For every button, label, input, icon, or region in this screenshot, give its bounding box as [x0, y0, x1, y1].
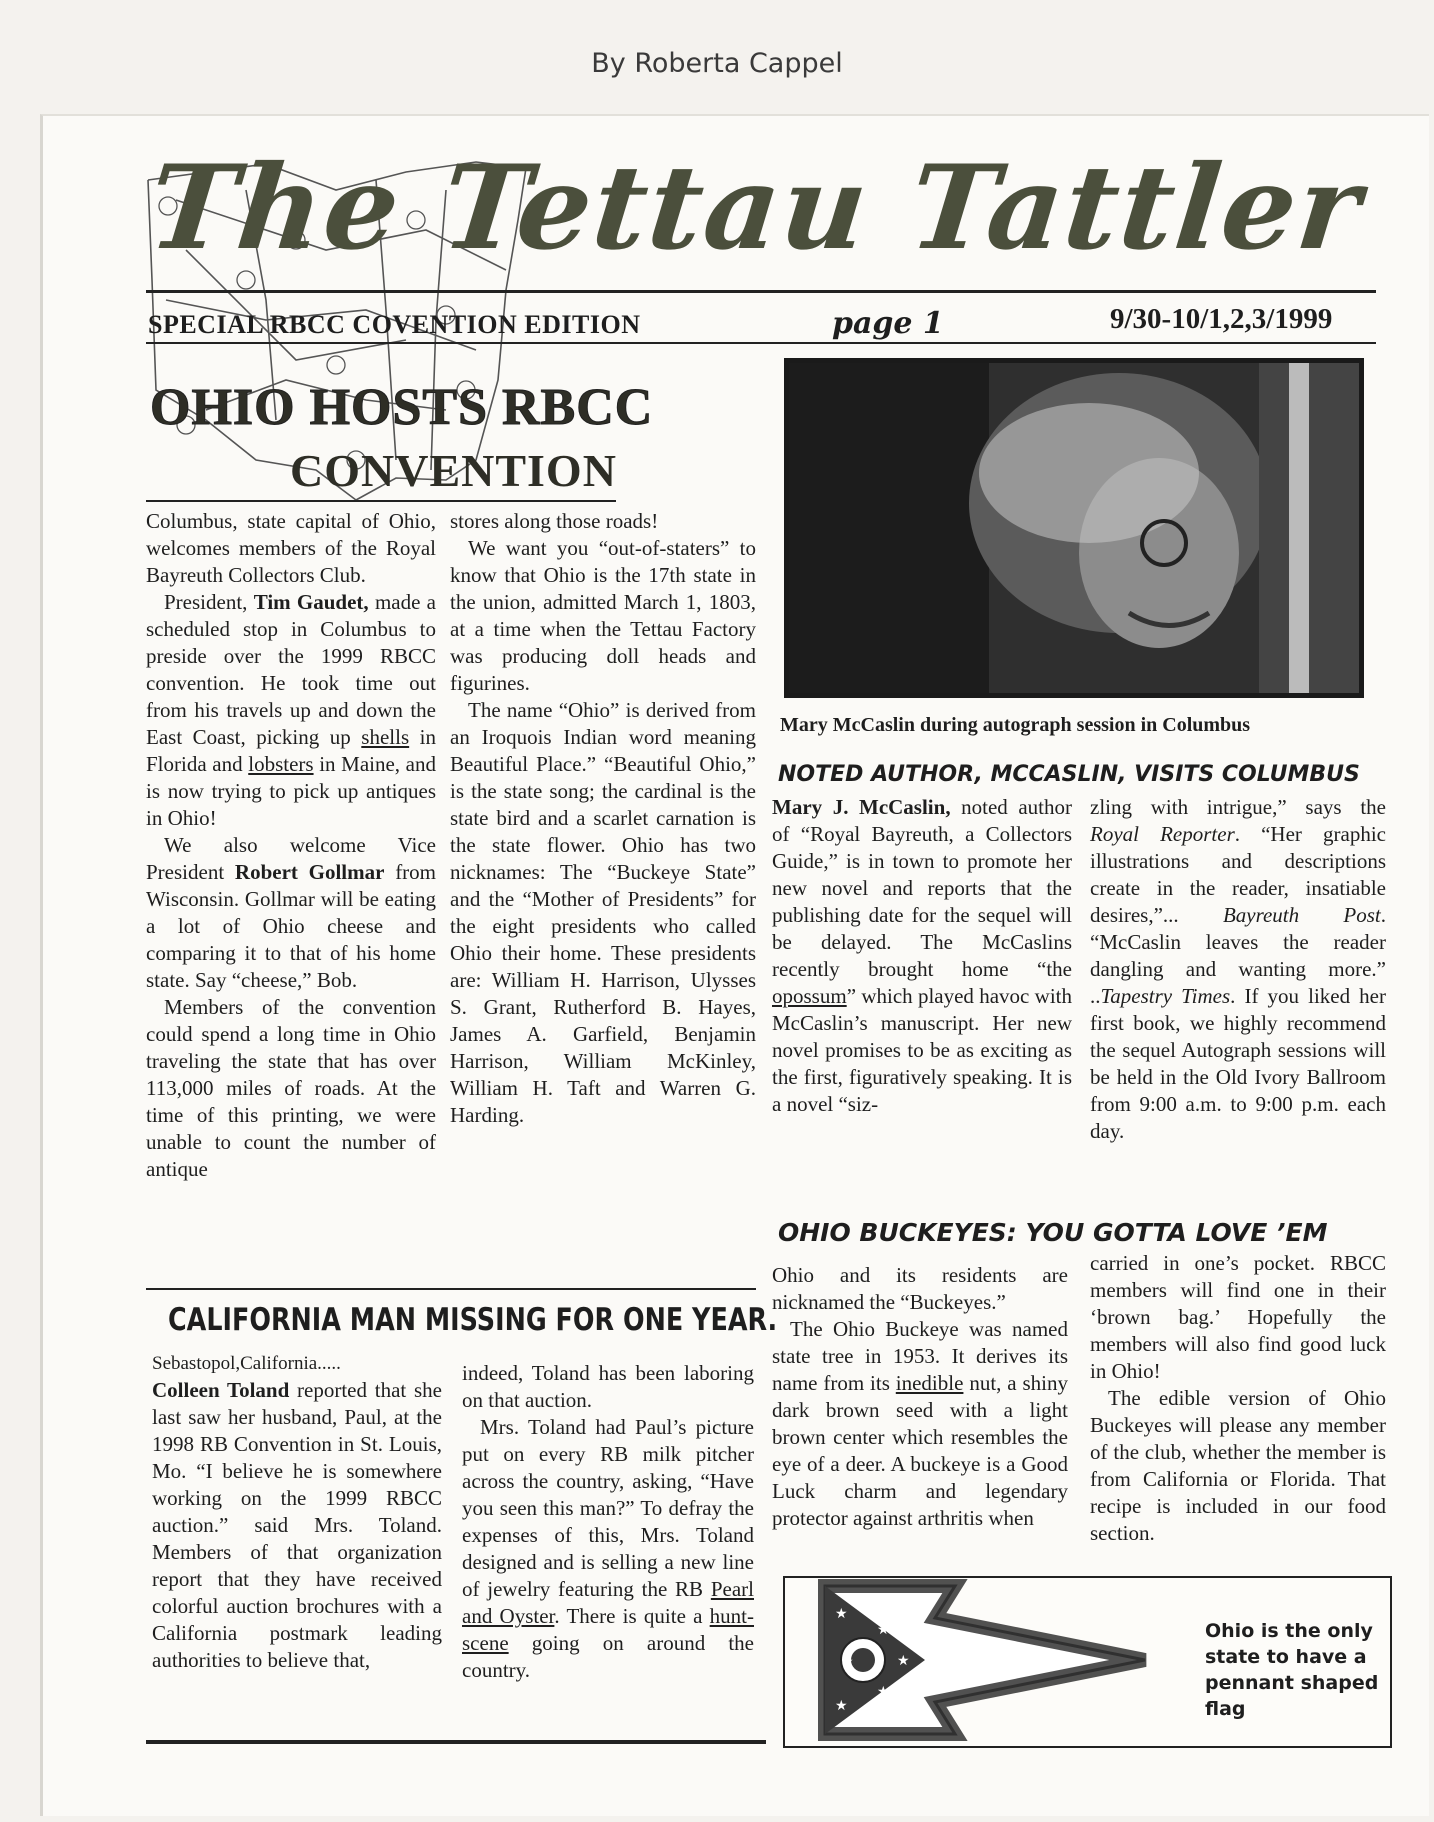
mccaslin-headline: NOTED AUTHOR, MCCASLIN, VISITS COLUMBUS [778, 762, 1360, 787]
bottom-rule [146, 1740, 766, 1744]
paragraph: zling with intrigue,” says the Royal Reporter. “Her graphic illustrations and descriptions create in the reader, insatiable desires,”... Bayreuth Post. “McCaslin leaves the reader dangling and wanting more.” ..Tapestry Times. If you liked her first book, we highly recommend the sequel Autograph sessions will be held in the Old Ivory Ballroom from 9:00 a.m. to 9:00 p.m. each day. [1090, 795, 1387, 1143]
paragraph: We also welcome Vice President Robert Gollmar from Wisconsin. Gollmar will be eating a lot of Ohio cheese and comparing it to that of his home state. Say “cheese,” Bob. [146, 833, 437, 992]
buckeye-headline: OHIO BUCKEYES: YOU GOTTA LOVE ’EM [778, 1218, 1328, 1247]
paragraph: Mary J. McCaslin, noted author of “Royal Bayreuth, a Collectors Guide,” is in town to promote her new novel and reports that the publishing date for the sequel will be delayed. The McCaslins recently brought home “the opossum” which played havoc with McCaslin’s manuscript. Her new novel promises to be as exciting as the first, figuratively speaking. It is a novel “siz- [772, 795, 1072, 1116]
paragraph: President, Tim Gaudet, made a scheduled stop in Columbus to preside over the 1999 RBCC convention. He took time out from his travels up and down the East Coast, picking up shells in Florida and lobsters in Maine, and is now trying to pick up antiques in Ohio! [146, 590, 437, 830]
paragraph: carried in one’s pocket. RBCC members will find one in their ‘brown bag.’ Hopefully the members will also find good luck in Ohio! [1090, 1251, 1386, 1383]
paragraph: Mrs. Toland had Paul’s picture put on every RB milk pitcher across the country, asking, “Have you seen this man?” To defray the expenses of this, Mrs. Toland designed and is selling a new line of jewelry featuring the RB Pearl and Oyster. There is quite a hunt-scene going on around the country. [462, 1415, 754, 1682]
svg-text:★: ★ [877, 1622, 890, 1638]
ohio-headline: OHIO HOSTS RBCC [150, 379, 654, 436]
mccaslin-col2 [1090, 794, 1386, 1145]
photo-caption: Mary McCaslin during autograph session in Columbus [780, 714, 1251, 736]
california-top-rule [146, 1288, 756, 1290]
vice-president-name: Robert Gollmar [234, 860, 385, 884]
president-name: Tim Gaudet, [253, 590, 369, 614]
flag-caption: Ohio is the only state to have a pennant shaped flag [1205, 1620, 1379, 1720]
buckeye-col1 [772, 1262, 1068, 1532]
issue-date: 9/30-10/1,2,3/1999 [1110, 303, 1333, 335]
portrait-image [789, 363, 1359, 693]
edition-rule [146, 342, 1376, 344]
mccaslin-col1 [772, 794, 1072, 1118]
paragraph: Columbus, state capital of Ohio, welcomes members of the Royal Bayreuth Collectors Club. [146, 509, 436, 587]
svg-text:★: ★ [877, 1684, 890, 1700]
svg-text:★: ★ [835, 1606, 848, 1622]
mccaslin-photo [784, 358, 1364, 698]
ohio-pennant-flag [785, 1578, 1205, 1742]
california-col1 [152, 1350, 442, 1674]
california-col2 [462, 1360, 754, 1684]
dateline: Sebastopol,California..... [152, 1353, 341, 1374]
paragraph: The edible version of Ohio Buckeyes will please any member of the club, whether the member is from California or Florida. That recipe is included in our food section. [1090, 1386, 1386, 1545]
ohio-article-col2 [450, 508, 756, 1129]
paragraph: stores along those roads! [450, 509, 659, 533]
ohio-headline-rule [146, 500, 616, 502]
ohio-headline-2: CONVENTION [290, 445, 617, 496]
edition-label: SPECIAL RBCC COVENTION EDITION [148, 310, 641, 339]
ohio-article-col1 [146, 508, 436, 1183]
paragraph: We want you “out-of-staters” to know that Ohio is the 17th state in the union, admitted March 1, 1803, at a time when the Tettau Factory was producing doll heads and figurines. [450, 536, 756, 695]
svg-text:★: ★ [835, 1698, 848, 1714]
masthead-rule [146, 290, 1376, 293]
svg-text:★: ★ [841, 1654, 854, 1670]
svg-text:★: ★ [897, 1653, 910, 1669]
paragraph: Ohio and its residents are nicknamed the “Buckeyes.” [772, 1263, 1068, 1314]
paragraph: Members of the convention could spend a long time in Ohio traveling the state that has over 113,000 miles of roads. At the time of this printing, we were unable to count the number of antique [146, 995, 436, 1181]
buckeye-col2 [1090, 1250, 1386, 1547]
paragraph: The Ohio Buckeye was named state tree in 1953. It derives its name from its inedible nut, a shiny dark brown seed with a light brown center which resembles the eye of a deer. A buckeye is a Good Luck charm and legendary protector against arthritis when [772, 1317, 1068, 1530]
california-headline: CALIFORNIA MAN MISSING FOR ONE YEAR. [168, 1302, 778, 1338]
byline: By Roberta Cappel [591, 48, 843, 79]
paragraph: Colleen Toland reported that she last saw her husband, Paul, at the 1998 RB Convention in St. Louis, Mo. “I believe he is somewhere working on the 1999 RBCC auction.” said Mrs. Toland. Members of that organization report that they have received colorful auction brochures with a California postmark leading authorities to believe that, [152, 1378, 442, 1672]
paragraph: The name “Ohio” is derived from an Iroquois Indian word meaning Beautiful Place.” “Beautiful Ohio,” is the state song; the cardinal is the state bird and a scarlet carnation is the state flower. Ohio has two nicknames: The “Buckeye State” and the “Mother of Presidents” for the eight presidents who called Ohio their home. These presidents are: William H. Harrison, Ulysses S. Grant, Rutherford B. Hayes, James A. Garfield, Benjamin Harrison, William McKinley, William H. Taft and Warren G. Harding. [450, 698, 756, 1127]
author-name: Mary J. McCaslin, [772, 795, 951, 819]
paragraph: indeed, Toland has been laboring on that auction. [462, 1361, 754, 1412]
page-number: page 1 [832, 306, 944, 341]
reporter-name: Colleen Toland [152, 1378, 290, 1402]
masthead-title: The Tettau Tattler [142, 140, 1369, 276]
